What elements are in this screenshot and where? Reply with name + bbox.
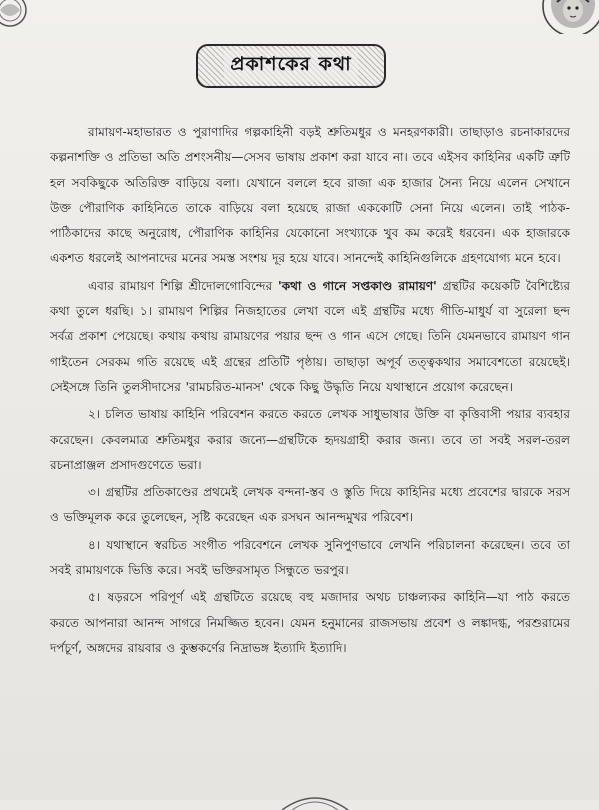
paragraph-intro: রামায়ণ-মহাভারত ও পুরাণাদির গল্পকাহিনী বড়ই শ্রুতিমধুর ও মনহরণকারী। তাছাড়াও রচনাকারদের কল্পনাশক্তি ও প্রতিভা অতি প্রশংসনীয়—সেসব ভাষায় প্রকাশ করা যাবে না। তবে এইসব কাহিনির একটি ত্রুটি হল সবকিছুকে অতিরিক্ত বাড়িয়ে বলা। যেখানে বললে হবে রাজা এক হাজার সৈন্য নিয়ে এলেন সেখানে উক্ত পৌরাণিক কাহিনিতে তাকে বাড়িয়ে বলা হয়েছে রাজা এককোটি সেনা নিয়ে এলেন। তাই পাঠক-পাঠিকাদের কাছে অনুরোধ, পৌরাণিক কাহিনির যেকোনো সংখ্যাকে খুব কম করেই ধরবেন। এক হাজারকে একশত ধরলেই আপনাদের মনের সমস্ত সংশয় দূর হয়ে যাবে। সানন্দেই কাহিনিগুলিকে গ্রহণযোগ্য মনে হবে।	[50, 125, 570, 266]
preface-body	[50, 120, 570, 663]
book-title-phrase: 'কথা ও গানে সপ্তকাণ্ড রামায়ণ'	[278, 278, 437, 293]
deity-portrait-icon	[537, 0, 599, 34]
page-title: প্রকাশকের কথা	[224, 50, 357, 82]
title-box	[196, 44, 386, 88]
paragraph-point-4: ৪। যথাস্থানে স্বরচিত সংগীত পরিবেশনে লেখক সুনিপুণভাবে লেখনি পরিচালনা করেছেন। তবে তা সবই রামায়ণকে ভিত্তি করে। সবই ভক্তিরসামৃত সিন্ধুতে ভরপুর।	[50, 537, 570, 578]
corner-ornament-icon	[0, 0, 32, 32]
paragraph-point-5: ৫। ষড়রসে পরিপূর্ণ এই গ্রন্থটিতে রয়েছে বহু মজাদার অথচ চাঞ্চল্যকর কাহিনি—যা পাঠ করতে করতে আপনারা আনন্দ সাগরে নিমজ্জিত হবেন। যেমন হনুমানের রাজসভায় প্রবেশ ও লঙ্কাদগ্ধ, পরশুরামের দর্পচূর্ণ, অঙ্গদের রায়বার ও কুম্ভকর্ণের নিদ্রাভঙ্গ ইত্যাদি ইত্যাদি।	[50, 590, 570, 655]
bottom-ornament-icon	[280, 792, 350, 810]
paragraph-features-lead: এবার রামায়ণ শিল্পি শ্রীদোলগোবিন্দের	[88, 278, 279, 293]
paragraph-features	[50, 274, 570, 400]
paragraph-features-rest: গ্রন্থটির কয়েকটি বৈশিষ্ট্যের কথা তুলে ধরছি। ১। রামায়ণ শিল্পির নিজহাতের লেখা বলে এই গ্রন্থটির মধ্যে গীতি-মাধুর্য বা সুরেলা ছন্দ সর্বত্র প্রকাশ পেয়েছে। কথায় কথায় রামায়ণের পয়ার ছন্দ ও গান এসে গেছে। তিনি যেমনভাবে রামায়ণ গান গাইতেন সেরকম গতি রয়েছে এই গ্রন্থের প্রতিটি পৃষ্ঠায়। তাছাড়া অপূর্ব তত্ত্বকথার সমাবেশতো রয়েছেই। সেইসঙ্গে তিনি তুলসীদাসের 'রামচরিত-মানস' থেকে কিছু উদ্ধৃতি নিয়ে যথাস্থানে প্রয়োগ করেছেন।	[50, 278, 570, 394]
paragraph-point-2: ২। চলিত ভাষায় কাহিনি পরিবেশন করতে করতে লেখক সাধুভাষার উক্তি বা কৃত্তিবাসী পয়ার ব্যবহার করেছেন। কেবলমাত্র শ্রুতিমধুর করার জন্যে—গ্রন্থটিকে হৃদয়গ্রাহী করার জন্য। তবে তা সবই সরল-তরল রচনাপ্রাঞ্জল প্রসাদগুণেতে ভরা।	[50, 407, 570, 472]
paragraph-point-3: ৩। গ্রন্থটির প্রতিকাণ্ডের প্রথমেই লেখক বন্দনা-স্তব ও স্তুতি দিয়ে কাহিনির মধ্যে প্রবেশের দ্বারকে সরস ও ভক্তিমূলক করে তুলেছেন, সৃষ্টি করেছেন এক রসঘন আনন্দমুখর পরিবেশ।	[50, 485, 570, 525]
